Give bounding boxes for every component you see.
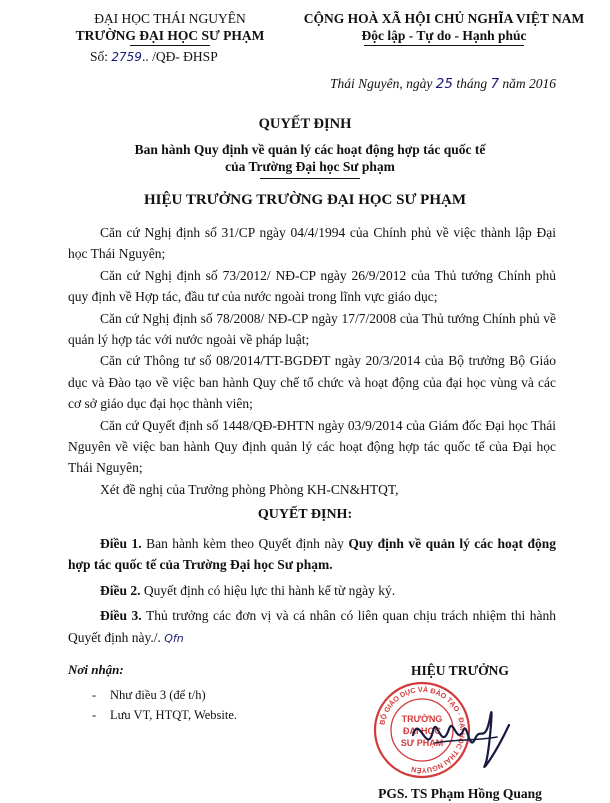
document-number: Số: 2759.. /QĐ- ĐHSP <box>90 49 218 64</box>
signer-position: HIỆU TRƯỞNG <box>411 663 509 678</box>
subject-underline <box>260 178 360 179</box>
recipients-list <box>92 685 237 725</box>
document-subject: Ban hành Quy định về quản lý các hoạt động hợp tác quốc tế của Trường Đại học Sư phạm <box>60 141 560 179</box>
recipient-item: - Lưu VT, HTQT, Website. <box>92 705 237 725</box>
authority-heading: HIỆU TRƯỞNG TRƯỜNG ĐẠI HỌC SƯ PHẠM <box>144 192 466 208</box>
ground-paragraph: Xét đề nghị của Trưởng phòng Phòng KH-CN&HTQT, <box>100 481 399 497</box>
ground-paragraph: Căn cứ Thông tư số 08/2014/TT-BGDĐT ngày 20/3/2014 của Bộ trưởng Bộ Giáo dục và Đào tạo về việc ban hành Quy chế tổ chức và hoạt động của đại học vùng và các cơ sở giáo dục đại học thành viên; <box>68 353 556 412</box>
ground-paragraph: Căn cứ Nghị định số 31/CP ngày 04/4/1994 của Chính phủ về việc thành lập Đại học Thái Nguyên; <box>68 225 556 262</box>
national-motto: Độc lập - Tự do - Hạnh phúc <box>361 28 527 43</box>
document-number-handwritten: 2759 <box>111 50 142 64</box>
article-3: Điều 3. Thủ trưởng các đơn vị và cá nhân có liên quan chịu trách nhiệm thi hành Quyết định này./. Qfn <box>68 608 557 645</box>
motto-underline <box>364 45 524 46</box>
parent-organization: ĐẠI HỌC THÁI NGUYÊN <box>94 11 246 26</box>
organization-name: TRƯỜNG ĐẠI HỌC SƯ PHẠM <box>75 28 265 43</box>
country-name: CỘNG HOÀ XÃ HỘI CHỦ NGHĨA VIỆT NAM <box>303 11 585 26</box>
national-heading <box>288 10 600 46</box>
article-2: Điều 2. Quyết định có hiệu lực thi hành kể từ ngày ký. <box>100 582 396 598</box>
seal-center-line-1: TRƯỜNG <box>401 714 443 724</box>
handwritten-signature-icon <box>405 695 515 775</box>
date-day: 25 <box>435 76 453 92</box>
legal-grounds <box>68 222 556 500</box>
ground-paragraph: Căn cứ Nghị định số 78/2008/ NĐ-CP ngày 17/7/2008 của Thủ tướng Chính phủ về quản lý hợp tác với nước ngoài về pháp luật; <box>68 310 556 348</box>
seal-center-line-3: SƯ PHẠM <box>400 738 444 748</box>
articles <box>68 533 556 653</box>
document-date: Thái Nguyên, ngày 25 tháng 7 năm 2016 <box>330 76 557 92</box>
ground-paragraph: Căn cứ Quyết định số 1448/QĐ-ĐHTN ngày 03/9/2014 của Giám đốc Đại học Thái Nguyên về việc ban hành Quy định quản lý các hoạt động hợp tác quốc tế của Đại học Thái Nguyên; <box>68 417 556 476</box>
issuing-organization <box>60 10 280 46</box>
seal-ring-text: BỘ GIÁO DỤC VÀ ĐÀO TẠO · ĐẠI HỌC THÁI NGUYÊN <box>377 684 468 776</box>
seal-center-line-2: ĐẠI HỌC <box>403 726 441 736</box>
handwritten-initial: Qfn <box>164 631 184 645</box>
date-month: 7 <box>490 76 500 92</box>
org-underline <box>130 45 210 46</box>
document-title: QUYẾT ĐỊNH <box>258 116 352 132</box>
ground-paragraph: Căn cứ Nghị định số 73/2012/ NĐ-CP ngày 26/9/2012 của Thủ tướng Chính phủ quy định về Hợp tác, đầu tư của nước ngoài trong lĩnh vực giáo dục; <box>68 267 556 305</box>
recipient-item: - Như điều 3 (để t/h) <box>92 685 237 705</box>
decision-heading: QUYẾT ĐỊNH: <box>257 507 353 522</box>
article-1: Điều 1. Ban hành kèm theo Quyết định này Quy định về quản lý các hoạt động hợp tác quốc tế của Trường Đại học Sư phạm. <box>68 536 557 573</box>
signer-name: PGS. TS Phạm Hồng Quang <box>378 786 542 801</box>
recipients-label: Nơi nhận: <box>68 662 124 677</box>
